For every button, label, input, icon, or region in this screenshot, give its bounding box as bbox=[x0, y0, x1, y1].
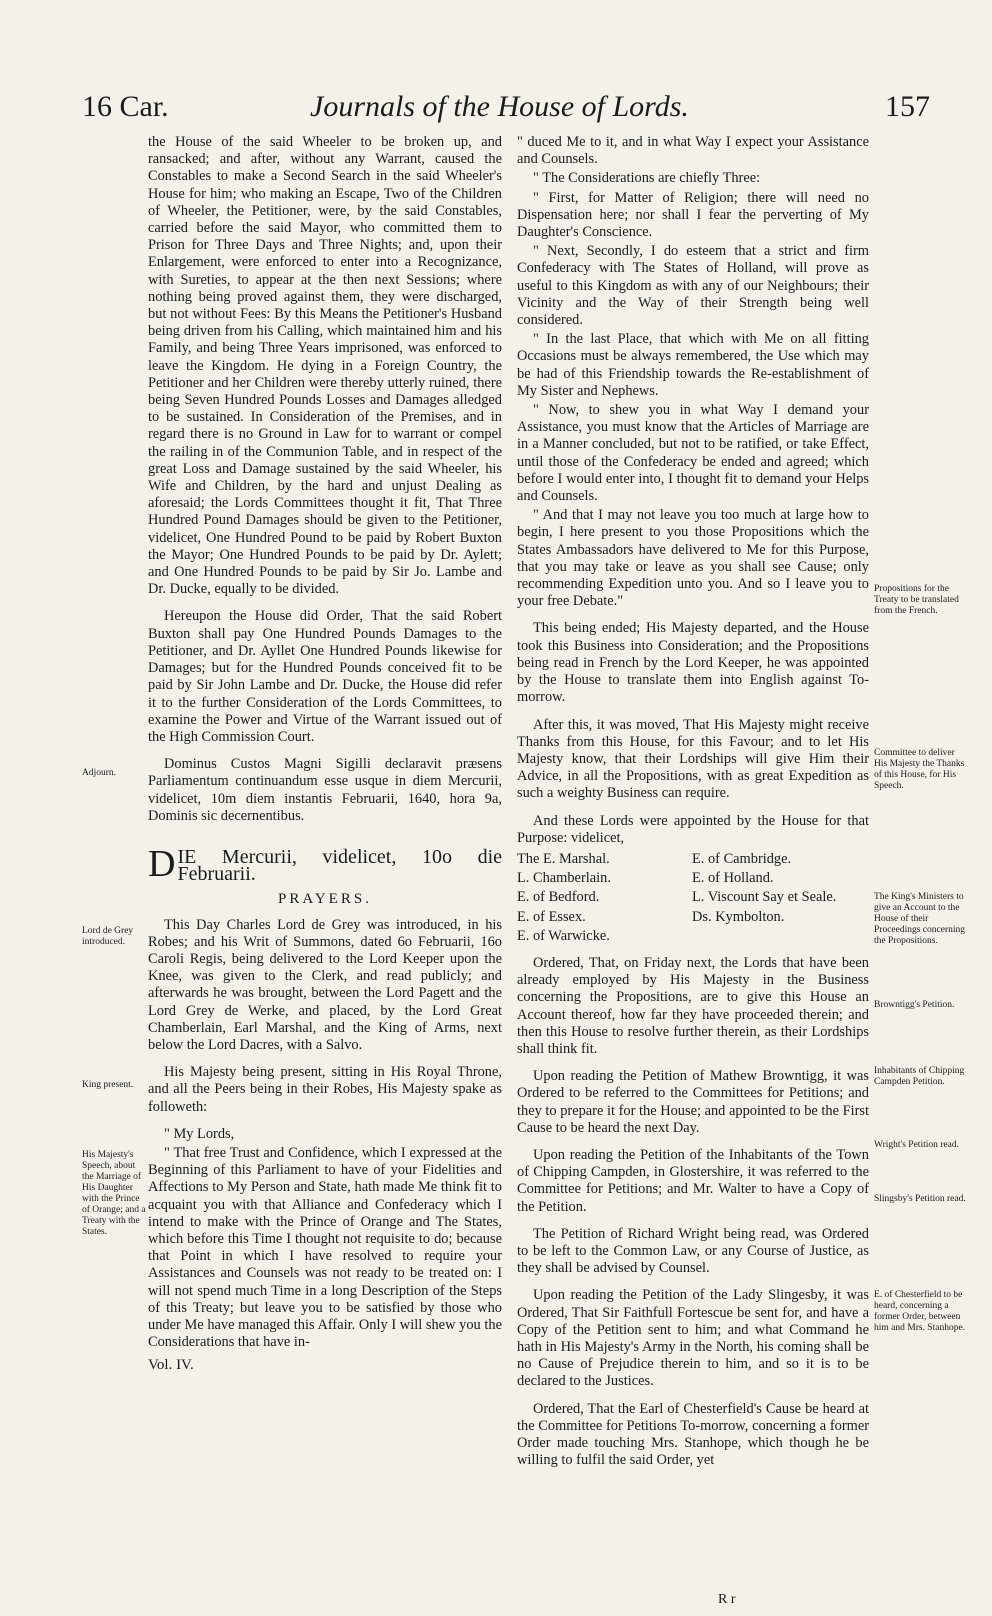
speech-considerations: " The Considerations are chiefly Three: bbox=[533, 170, 761, 187]
speech-assistance: " Now, to shew you in what Way I demand your Assistance, you must know that the Articles of Marriage are in a Manner concluded, but not to be ratified, or take Effect, until those of the Confederacy be ended and agreed; which before I would enter into, I thought fit to demand your Helps and Counsels. bbox=[517, 402, 869, 505]
margin-note-propositions: Propositions for the Treaty to be translated from the French. bbox=[874, 584, 959, 616]
margin-note-chesterfield: E. of Chesterfield to be heard, concerning a former Order, between him and Mrs. Stanhope. bbox=[874, 1290, 966, 1333]
paragraph-order-buxton: Hereupon the House did Order, That the said Robert Buxton shall pay One Hundred Pounds Damages to the Petitioner, and Dr. Ayllet One Hundred Pounds likewise for Damages; but for the Hundred Pounds conceived fit to be paid by Sir John Lambe and Dr. Ducke, the House did refer it to the further Consideration of the Lords Committees, to examine the Power and Virtue of the Warrant issued out of the High Commission Court. bbox=[148, 608, 502, 745]
day-heading: DIE Mercurii, videlicet, 10o die Februarii. bbox=[148, 842, 502, 886]
margin-note-slingsby: Slingsby's Petition read. bbox=[874, 1194, 966, 1204]
speech-paragraph-1: " That free Trust and Confidence, which I expressed at the Beginning of this Parliament to have of your Fidelities and Affections to My Person and State, hath made Me think fit to acquaint you with that Alliance and Confederacy which I intend to make with the Prince of Orange and The States, which before this Time I thought not requisite to do; because that Point in which I have resolved to require your Assistances and Counsels was not ready to be treated on: I will not spend much Time in a long Description of the Steps of this Treaty; but leave you to be satisfied by those who under Me have managed this Affair. Only I will shew you the Considerations that have in- bbox=[148, 1144, 502, 1351]
lords-list bbox=[517, 851, 869, 945]
paragraph-thanks: After this, it was moved, That His Majesty might receive Thanks from this House, for this Favour; and to let His Majesty know, that their Lordships will give Him their Advice, in all the Propositions, with as great Expedition as such a weighty Business can require. bbox=[517, 716, 869, 802]
margin-note-king-present: King present. bbox=[82, 1080, 134, 1090]
right-column bbox=[517, 134, 869, 1479]
paragraph-campden: Upon reading the Petition of the Inhabitants of the Town of Chipping Campden, in Glostershire, it was referred to the Committee for Petitions; and Mr. Walter to have a Copy of the Petition. bbox=[517, 1146, 869, 1215]
page-header bbox=[0, 62, 992, 132]
speech-last: " In the last Place, that which with Me on all fitting Occasions must be always remembered, the Use which may be had of this Friendship towards the Re-establishment of My Sister and Nephews. bbox=[517, 331, 869, 399]
speech-first: " First, for Matter of Religion; there will need no Dispensation here; nor shall I fear the perverting of My Daughter's Conscience. bbox=[517, 189, 869, 241]
speech-propositions: " And that I may not leave you too much at large how to begin, I here present to you those Propositions which the States Ambassadors have delivered to Me for this Purpose, that you may take or leave as you shall see Cause; only recommending Expedition unto you. And so I leave you to your free Debate." bbox=[517, 507, 869, 610]
lord-entry: L. Viscount Say et Seale. bbox=[692, 889, 837, 906]
lord-entry: E. of Warwicke. bbox=[517, 927, 610, 944]
lord-entry: E. of Holland. bbox=[692, 870, 774, 887]
paragraph-lord-de-grey: This Day Charles Lord de Grey was introduced, in his Robes; and his Writ of Summons, dated 6o Februarii, 16o Caroli Regis, being delivered to the Lord Keeper upon the Knee, was given to the Clerk, and read publicly; and afterwards he was brought, between the Lord Pagett and the Lord Grey de Werke, and placed, by the Lord Great Chamberlain, Earl Marshal, and the King of Arms, next below the Lord Dacres, with a Salvo. bbox=[148, 916, 502, 1053]
margin-note-wright: Wright's Petition read. bbox=[874, 1140, 959, 1150]
lord-entry: Ds. Kymbolton. bbox=[692, 908, 785, 925]
speech-continuation: " duced Me to it, and in what Way I expect your Assistance and Counsels. bbox=[517, 134, 869, 168]
paragraph-slingsby: Upon reading the Petition of the Lady Slingesby, it was Ordered, That Sir Faithfull Fortescue be sent for, and have a Copy of the Petition sent to him; and what Command he hath in His Majesty's Army in the North, his coming shall be no Cause of Prejudice therein to him, and so it is to be declared to the Justices. bbox=[517, 1287, 869, 1390]
prayers-heading: PRAYERS. bbox=[278, 891, 372, 908]
speech-second: " Next, Secondly, I do esteem that a strict and firm Confederacy with The States of Holland, will prove as useful to this Kingdom as with any of our Neighbours; their Vicinity and the Way of their Strength being well considered. bbox=[517, 243, 869, 329]
margin-note-ministers: The King's Ministers to give an Account to the House of their Proceedings concerning the Propositions. bbox=[874, 892, 966, 946]
lord-entry: The E. Marshal. bbox=[517, 850, 610, 867]
margin-note-campden: Inhabitants of Chipping Campden Petition. bbox=[874, 1066, 965, 1087]
left-column bbox=[148, 134, 502, 1375]
paragraph-wheeler: the House of the said Wheeler to be broken up, and ransacked; and after, without any Warrant, caused the Constables to make a Second Search in the said Wheeler's House for him; who making an Escape, Two of the Children of Wheeler, the Petitioner, were, by the said Constables, carried before the said Mayor, who committed them to Prison for Three Days and Three Nights; and, upon their Enlargement, were enforced to enter into a Recognizance, with Sureties, to appear at the then next Sessions; where nothing being proved against them, they were discharged, but not without Fees: By this Means the Petitioner's Husband being driven from his Calling, which maintained him and his Family, and being Three Years imprisoned, was enforced to leave the Kingdom. He dying in a Foreign Country, the Petitioner and her Children were thereby utterly ruined, there being Seven Hundred Pounds Losses and Damages alledged to be sustained. In Consideration of the Premises, and in regard there is no Ground in Law for to warrant or compel the railing in of the Communion Table, and in respect of the great Loss and Damage sustained by the said Wheeler, his Wife and Children, by the hard and unjust Dealing as aforesaid; the Lords Committees thought it fit, That Three Hundred Pound Damages should be given to the Petitioner, videlicet, One Hundred Pound to be paid by Robert Buxton the Mayor; One Hundred Pounds to be paid by Dr. Aylett; and One Hundred Pounds to be paid by Sir Jo. Lambe and Dr. Ducke, equally to be divided. bbox=[148, 134, 502, 598]
journal-title: Journals of the House of Lords. bbox=[310, 90, 689, 123]
volume-label: Vol. IV. bbox=[148, 1357, 194, 1374]
speech-salutation: " My Lords, bbox=[164, 1125, 235, 1142]
margin-note-committee: Committee to deliver His Majesty the Thanks of this House, for His Speech. bbox=[874, 748, 965, 791]
margin-note-adjourn: Adjourn. bbox=[82, 768, 117, 778]
lord-entry: E. of Essex. bbox=[517, 908, 586, 925]
signature-mark: R r bbox=[718, 1592, 736, 1607]
paragraph-adjournment: Dominus Custos Magni Sigilli declaravit præsens Parliamentum continuandum esse usque in diem Mercurii, videlicet, 10m diem instantis Februarii, 1640, hora 9a, Dominis sic decernentibus. bbox=[148, 756, 502, 824]
lord-entry: E. of Bedford. bbox=[517, 889, 600, 906]
margin-note-lord-de-grey: Lord de Grey introduced. bbox=[82, 926, 134, 947]
page-number: 157 bbox=[885, 90, 930, 123]
regnal-year: 16 Car. bbox=[82, 90, 169, 123]
paragraph-lords-appointed: And these Lords were appointed by the House for that Purpose: videlicet, bbox=[517, 812, 869, 846]
lord-entry: E. of Cambridge. bbox=[692, 850, 792, 867]
paragraph-chesterfield: Ordered, That the Earl of Chesterfield's Cause be heard at the Committee for Petitions To-morrow, concerning a former Order made touching Mrs. Stanhope, which though he be willing to fulfil the said Order, yet bbox=[517, 1400, 869, 1469]
paragraph-wright: The Petition of Richard Wright being read, was Ordered to be left to the Common Law, or any Course of Justice, as they shall be advised by Counsel. bbox=[517, 1225, 869, 1277]
margin-note-speech: His Majesty's Speech, about the Marriage of His Daughter with the Prince of Orange; and a Treaty with the States. bbox=[82, 1150, 146, 1237]
paragraph-friday-order: Ordered, That, on Friday next, the Lords that have been already employed by His Majesty in the Business concerning the Propositions, are to give this House an Account thereof, how far they have proceeded therein; and then this House to resolve further therein, as their Lordships shall think fit. bbox=[517, 954, 869, 1057]
lord-entry: L. Chamberlain. bbox=[517, 870, 611, 887]
margin-note-browntigg: Browntigg's Petition. bbox=[874, 1000, 955, 1010]
paragraph-browntigg: Upon reading the Petition of Mathew Browntigg, it was Ordered to be referred to the Committees for Petitions; and they to prepare it for the House; and appointed to be the First Cause to be heard the next Day. bbox=[517, 1068, 869, 1136]
paragraph-majesty-departed: This being ended; His Majesty departed, and the House took this Business into Consideration; and the Propositions being read in French by the Lord Keeper, he was appointed by the House to translate them into English against To-morrow. bbox=[517, 620, 869, 706]
paragraph-king-present: His Majesty being present, sitting in His Royal Throne, and all the Peers being in their Robes, His Majesty spake as followeth: bbox=[148, 1064, 502, 1115]
drop-cap: D bbox=[148, 842, 176, 885]
